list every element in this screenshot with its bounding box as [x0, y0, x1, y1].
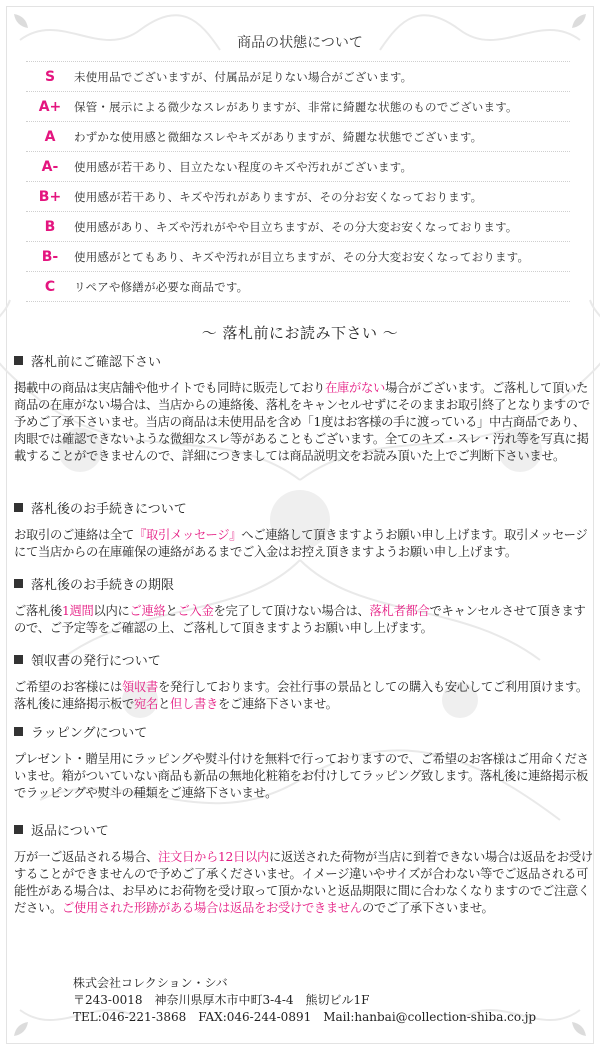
square-bullet-icon	[14, 655, 23, 664]
section-body	[14, 679, 594, 713]
section-heading-text: 返品について	[31, 824, 109, 839]
section-body	[14, 380, 594, 465]
highlight-text: 『取引メッセージ』	[133, 528, 242, 542]
company-info	[73, 975, 536, 1026]
grade-description: わずかな使用感と微細なスレやキズがありますが、綺麗な状態でございます。	[74, 129, 483, 144]
grade-description: 未使用品でございますが、付属品が足りない場合がございます。	[74, 69, 413, 84]
grade-description: 使用感が若干あり、目立たない程度のキズや汚れがございます。	[74, 159, 413, 174]
square-bullet-icon	[14, 579, 23, 588]
body-text: 場合がございます。ご落札して頂いた商品の在庫がない場合は、当店からの連絡後、落札をキャンセルせずにそのままお取引終了となりますので予めご了承下さいませ。当店の商品は未使用品を含め「1度はお客様の手に渡っている」中古商品であり、肉眼では確認できないような微細なスレ等があることもございます。全てのキズ・スレ・汚れ等を写真に掲載することができませんので、詳細につきましては商品説明文をお読み頂いた上でご判断下さいませ。	[14, 381, 590, 463]
section-confirm-before-bid	[14, 351, 594, 465]
highlight-text: 領収書	[121, 680, 158, 694]
grade-row	[26, 122, 570, 152]
grade-description: 保管・展示による微少なスレがありますが、非常に綺麗な状態のものでございます。	[74, 99, 518, 114]
company-name: 株式会社コレクション・シバ	[73, 976, 228, 990]
square-bullet-icon	[14, 503, 23, 512]
grade-code: A-	[41, 158, 59, 175]
grade-row	[26, 92, 570, 122]
grade-code: B+	[38, 188, 62, 205]
grade-code: B-	[41, 248, 59, 265]
body-text: を完了して頂けない場合は、	[213, 604, 370, 618]
section-heading	[14, 574, 594, 593]
highlight-text: ご入金	[177, 604, 214, 618]
grade-row	[26, 182, 570, 212]
section-body	[14, 603, 594, 637]
body-text: と	[165, 604, 178, 618]
section-heading-text: 落札前にご確認下さい	[31, 355, 162, 370]
section-heading-text: 落札後のお手続きについて	[31, 502, 187, 517]
section-body	[14, 527, 594, 561]
body-text: に返送された荷物が当店に到着できない場合は返品をお受けすることができませんので予めご了承くださいませ。イメージ違いやサイズが合わない等でご返品される可能性がある場合は、お早めにお荷物を受け取って頂かないと返品期限に間に合わなくなりますのでご注意ください。	[14, 850, 593, 915]
body-text: を発行しております。会社行事の景品としての購入も安心してご利用頂けます。落札後に連絡掲示板で	[14, 680, 588, 711]
section-heading-text: 落札後のお手続きの期限	[31, 578, 175, 593]
highlight-text: 宛名	[133, 697, 158, 711]
body-text: へご連絡して頂きますようお願い申し上げます。取引メッセージにて当店からの在庫確保の連絡があるまでご入金はお控え頂きますようお願い申し上げます。	[14, 528, 588, 559]
section-returns	[14, 820, 594, 917]
company-address: 〒243-0018 神奈川県厚木市中町3-4-4 熊切ビル1F	[73, 993, 370, 1007]
grade-row	[26, 212, 570, 242]
section-procedure-deadline	[14, 574, 594, 637]
section-heading	[14, 498, 594, 517]
notice-title: ～ 落札前にお読み下さい ～	[201, 324, 399, 342]
square-bullet-icon	[14, 727, 23, 736]
section-after-bid-procedure	[14, 498, 594, 561]
body-text: ご希望のお客様には	[14, 680, 122, 694]
section-body: プレゼント・贈呈用にラッピングや熨斗付けを無料で行っておりますので、ご希望のお客様はご用命くださいませ。箱がついていない商品も新品の無地化粧箱をお付けしてラッピング致します。落札後に連絡掲示板でラッピングや熨斗の種類をご連絡下さいませ。	[14, 752, 589, 800]
square-bullet-icon	[14, 825, 23, 834]
section-heading	[14, 820, 594, 839]
section-wrapping	[14, 722, 594, 802]
body-text: 掲載中の商品は実店舗や他サイトでも同時に販売しており	[14, 381, 326, 395]
grade-row	[26, 272, 570, 302]
page-title: 商品の状態について	[237, 35, 363, 51]
section-heading-text: ラッピングについて	[31, 726, 148, 741]
section-body	[14, 849, 594, 917]
grade-description: 使用感があり、キズや汚れがやや目立ちますが、その分大変お安くなっております。	[74, 219, 518, 234]
body-text: でキャンセルさせて頂きますので、ご予定等をご確認の上、ご落札して頂きますようお願い申し上げます。	[14, 604, 586, 635]
highlight-text: 但し書き	[169, 697, 218, 711]
highlight-text: 在庫がない	[325, 381, 386, 395]
body-text: と	[157, 697, 170, 711]
grade-row	[26, 61, 570, 92]
grade-description: リペアや修繕が必要な商品です。	[74, 279, 249, 294]
highlight-text: 落札者都合	[369, 604, 430, 618]
body-text: 万が一ご返品される場合、	[14, 850, 158, 864]
body-text: のでご了承下さいませ。	[361, 901, 494, 915]
grade-code: C	[44, 278, 56, 295]
grade-code: B	[44, 218, 56, 235]
grade-description: 使用感がとてもあり、キズや汚れが目立ちますが、その分大変お安くなっております。	[74, 249, 530, 264]
section-heading	[14, 650, 594, 669]
highlight-text: ご連絡	[129, 604, 166, 618]
section-heading	[14, 722, 594, 741]
highlight-text: ご使用された形跡がある場合は返品をお受けできません	[62, 901, 362, 915]
highlight-text: 注文日から12日以内	[157, 850, 269, 864]
grade-row	[26, 152, 570, 182]
grade-row	[26, 242, 570, 272]
body-text: 以内に	[93, 604, 130, 618]
grade-list	[26, 61, 570, 302]
section-heading	[14, 351, 594, 370]
section-heading-text: 領収書の発行について	[31, 654, 161, 669]
body-text: ご落札後	[14, 604, 62, 618]
company-contact: TEL:046-221-3868 FAX:046-244-0891 Mail:hanbai@collection-shiba.co.jp	[73, 1010, 537, 1024]
section-receipt-issuance	[14, 650, 594, 713]
grade-code: S	[44, 68, 56, 85]
grade-description: 使用感が若干あり、キズや汚れがありますが、その分お安くなっております。	[74, 189, 483, 204]
square-bullet-icon	[14, 356, 23, 365]
grade-code: A+	[38, 98, 62, 115]
body-text: をご連絡下さいませ。	[217, 697, 338, 711]
body-text: お取引のご連絡は全て	[14, 528, 134, 542]
grade-code: A	[44, 128, 56, 145]
highlight-text: 1週間	[62, 604, 94, 618]
